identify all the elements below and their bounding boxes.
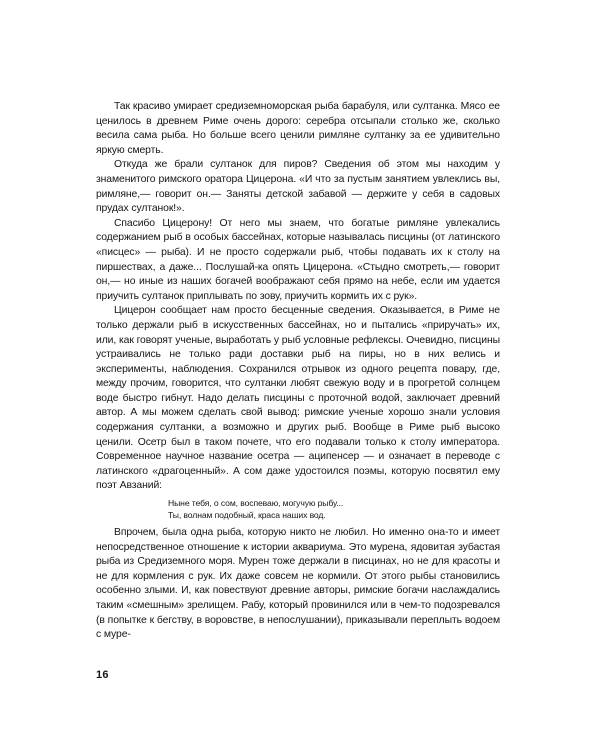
paragraph-2: Откуда же брали султанок для пиров? Сведения об этом мы находим у знаменитого римского оратора Цицерона. «И что за пустым занятием увлеклись вы, римляне,— говорит он.— Заняты детской забавой — держите у себя в садовых прудах султанок!». [96, 159, 500, 215]
paragraph-4: Цицерон сообщает нам просто бесценные сведения. Оказывается, в Риме не только держали рыб в искусственных бассейнах, но и пытались «приручать» их, или, как говорят ученые, выработать у рыб условные рефлексы. Очевидно, писцины устраивались не только ради доставки рыб на пиры, но в них велись и эксперименты, наблюдения. Сохранился отрывок из одного рецепта повару, где, между прочим, говорится, что султанки любят свежую воду и в прогретой солнцем воде быстро гибнут. Надо делать писцины с проточной водой, заключает древний автор. А мы можем сделать свой вывод: римские ученые хорошо знали условия содержания султанки, а возможно и других рыб. Вообще в Риме рыб высоко ценили. Осетр был в таком почете, что его подавали только к столу императора. Современное научное название осетра — аципенсер — и означает в переводе с латинского «драгоценный». А сом даже удостоился поэмы, которую посвятил ему поэт Авзаний: [96, 305, 500, 492]
poem-quote [168, 497, 500, 521]
page-number: 16 [96, 669, 109, 681]
poem-line-1: Ныне тебя, о сом, воспеваю, могучую рыбу... [168, 498, 344, 509]
poem-line-2: Ты, волнам подобный, краса наших вод. [168, 510, 326, 521]
page-body [96, 100, 500, 643]
paragraph-3: Спасибо Цицерону! От него мы знаем, что богатые римляне увлекались содержанием рыб в особых бассейнах, которые называлась писцины (от латинского «писцес» — рыба). И не просто содержали рыб, чтобы подавать их к столу на пиршествах, а даже... Послушай-ка опять Цицерона. «Стыдно смотреть,— говорит он,— но иные из наших богачей воображают себя прямо на небе, если им удается приучить султанок приплывать по зову, приучить кормить их с рук». [96, 217, 500, 302]
paragraph-1: Так красиво умирает средиземноморская рыба барабуля, или султанка. Мясо ее ценилось в древнем Риме очень дорого: серебра отсыпали столько же, сколько весила сама рыба. Но больше всего ценили римляне султанку за ее удивительно яркую смерть. [96, 101, 500, 156]
paragraph-5: Впрочем, была одна рыба, которую никто не любил. Но именно она-то и имеет непосредственное отношение к истории аквариума. Это мурена, ядовитая зубастая рыба из Средиземного моря. Мурен тоже держали в писцинах, но не для красоты и не для кормления с рук. Их даже совсем не кормили. От этого рыбы становились особенно злыми. И, как повествуют древние авторы, римские богачи наслаждались таким «смешным» зрелищем. Рабу, который провинился или в чем-то подозревался (в попытке к бегству, в воровстве, в непослушании), приказывали переплыть водоем с муре- [96, 527, 500, 641]
